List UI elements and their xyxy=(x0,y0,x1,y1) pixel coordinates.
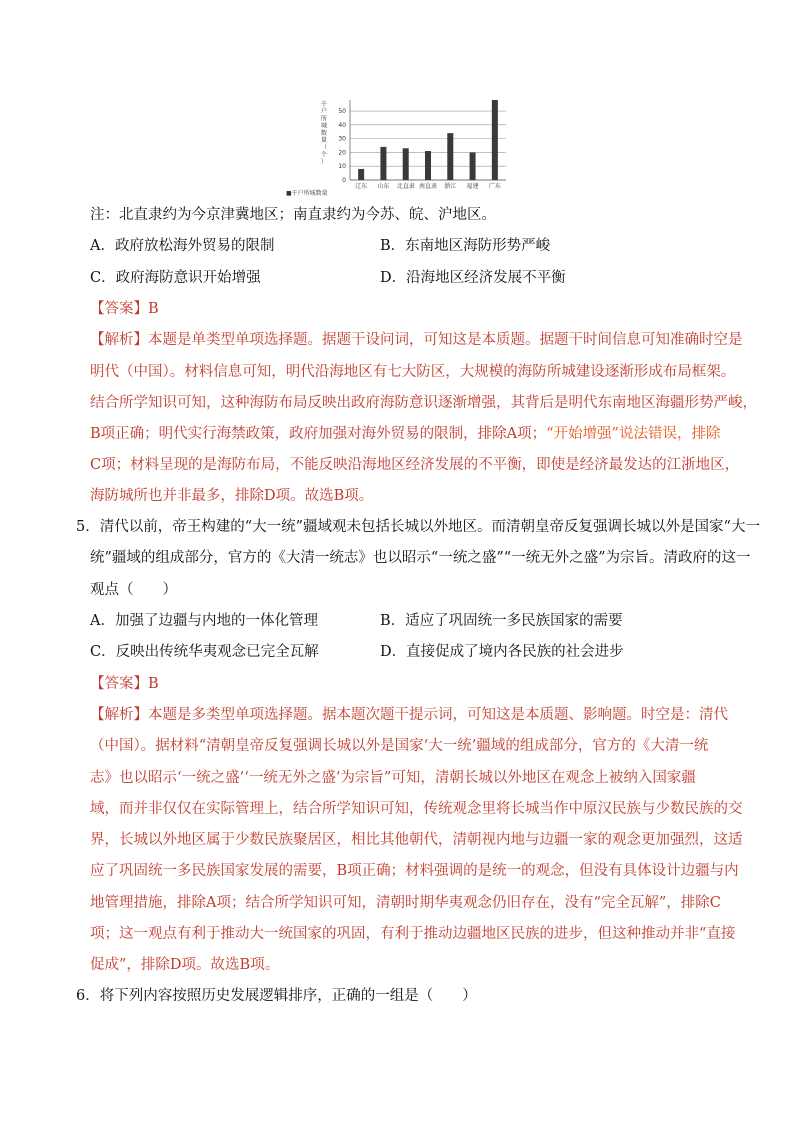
chart-bar xyxy=(380,147,386,180)
q5-answer: 【答案】B xyxy=(90,676,159,692)
q5-analysis-line: 应了巩固统一多民族国家发展的需要，B项正确；材料强调的是统一的观念，但没有具体设计边疆与内 xyxy=(90,863,739,879)
bar-chart xyxy=(284,92,514,200)
chart-x-ticks xyxy=(355,182,501,190)
q5-stem-line: 观点（ ） xyxy=(90,582,177,598)
q4-analysis-line: 结合所学知识可知，这种海防布局反映出政府海防意识逐渐增强，其背后是明代东南地区海疆形势严峻， xyxy=(90,395,757,411)
q6-stem: 6．将下列内容按照历史发展逻辑排序，正确的一组是（ ） xyxy=(76,988,477,1004)
q5-analysis-line: 界，长城以外地区属于少数民族聚居区，相比其他朝代，清朝视内地与边疆一家的观念更加强烈，这适 xyxy=(90,832,743,848)
q5-stem-line: 5．清代以前，帝王构建的“大一统”疆域观未包括长城以外地区。而清朝皇帝反复强调长城以外是国家“大一 xyxy=(76,519,760,535)
q5-analysis-line: 域，而并非仅仅在实际管理上，结合所学知识可知，传统观念里将长城当作中原汉民族与少数民族的交 xyxy=(90,801,743,817)
chart-bar xyxy=(470,152,476,180)
chart-y-tick-label: 0 xyxy=(342,177,346,184)
q5-option-c: C．反映出传统华夷观念已完全瓦解 xyxy=(90,644,319,660)
chart-x-tick-label: 辽东 xyxy=(355,183,368,190)
q4-analysis-line: 【解析】本题是单类型单项选择题。据题干设问词，可知这是本质题。据题干时间信息可知准确时空是 xyxy=(90,332,743,348)
q4-analysis-segment: B项正确；明代实行海禁政策，政府加强对海外贸易的限制，排除A项； xyxy=(90,426,547,442)
chart-canvas xyxy=(284,92,514,200)
chart-bars xyxy=(358,100,498,180)
q5-option-d: D．直接促成了境内各民族的社会进步 xyxy=(380,644,624,660)
chart-y-axis-label: 千户所城数量（个） xyxy=(320,101,328,166)
chart-x-tick-label: 山东 xyxy=(377,183,390,190)
q4-analysis-line: 海防城所也并非最多，排除D项。故选B项。 xyxy=(90,488,374,504)
chart-y-tick-label: 50 xyxy=(338,108,346,116)
q4-analysis-line: C项；材料呈现的是海防布局，不能反映沿海地区经济发展的不平衡，即使是经济最发达的江浙地区， xyxy=(90,457,740,473)
q5-analysis-line: 志》也以昭示‘一统之盛’‘一统无外之盛’为宗旨”可知，清朝长城以外地区在观念上被纳入国家疆 xyxy=(90,770,696,786)
chart-y-tick-label: 10 xyxy=(338,163,346,171)
chart-bar xyxy=(425,151,431,180)
q4-option-a: A．政府放松海外贸易的限制 xyxy=(90,238,275,254)
q5-analysis-line: 项；这一观点有利于推动大一统国家的巩固，有利于推动边疆地区民族的进步，但这种推动并非“直接 xyxy=(90,926,736,942)
q4-analysis-line xyxy=(90,424,720,444)
q4-option-d: D．沿海地区经济发展不平衡 xyxy=(380,270,566,286)
q4-analysis-line: 明代（中国）。材料信息可知，明代沿海地区有七大防区，大规模的海防所城建设逐渐形成布局框架。 xyxy=(90,364,736,380)
chart-y-ticks xyxy=(338,108,346,184)
chart-bar xyxy=(492,100,498,180)
q5-option-b: B．适应了巩固统一多民族国家的需要 xyxy=(380,613,623,629)
q5-analysis-line: （中国）。据材料“清朝皇帝反复强调长城以外是国家‘大一统’疆域的组成部分，官方的《大清一统 xyxy=(90,738,709,754)
chart-x-tick-label: 浙江 xyxy=(444,183,457,190)
chart-x-tick-label: 南直隶 xyxy=(418,183,438,190)
q5-analysis-line: 【解析】本题是多类型单项选择题。据本题次题干提示词，可知这是本质题、影响题。时空是：清代 xyxy=(90,707,728,723)
q5-stem-line: 统”疆域的组成部分，官方的《大清一统志》也以昭示“一统之盛”“一统无外之盛”为宗旨。清政府的这一 xyxy=(90,550,751,566)
chart-legend: ■千户所城数量 xyxy=(286,190,328,197)
chart-note: 注：北直隶约为今京津冀地区；南直隶约为今苏、皖、沪地区。 xyxy=(90,207,496,223)
chart-y-tick-label: 20 xyxy=(338,149,346,157)
chart-bar xyxy=(447,133,453,180)
q4-option-c: C．政府海防意识开始增强 xyxy=(90,270,261,286)
q5-option-a: A．加强了边疆与内地的一体化管理 xyxy=(90,613,318,629)
q5-analysis-line: 促成”，排除D项。故选B项。 xyxy=(90,957,280,973)
chart-bar xyxy=(403,148,409,180)
chart-x-tick-label: 北直隶 xyxy=(396,183,415,190)
chart-bar xyxy=(358,169,364,180)
chart-x-tick-label: 福建 xyxy=(466,183,479,190)
chart-y-tick-label: 40 xyxy=(338,121,346,129)
q5-analysis-line: 地管理措施，排除A项；结合所学知识可知，清朝时期华夷观念仍旧存在，没有“完全瓦解”，排除C xyxy=(90,895,721,911)
q4-answer: 【答案】B xyxy=(90,301,159,317)
chart-y-tick-label: 30 xyxy=(338,135,346,143)
chart-x-tick-label: 广东 xyxy=(488,183,501,190)
q4-option-b: B．东南地区海防形势严峻 xyxy=(380,238,551,254)
q4-analysis-highlight: “开始增强”说法错误，排除 xyxy=(546,426,721,442)
